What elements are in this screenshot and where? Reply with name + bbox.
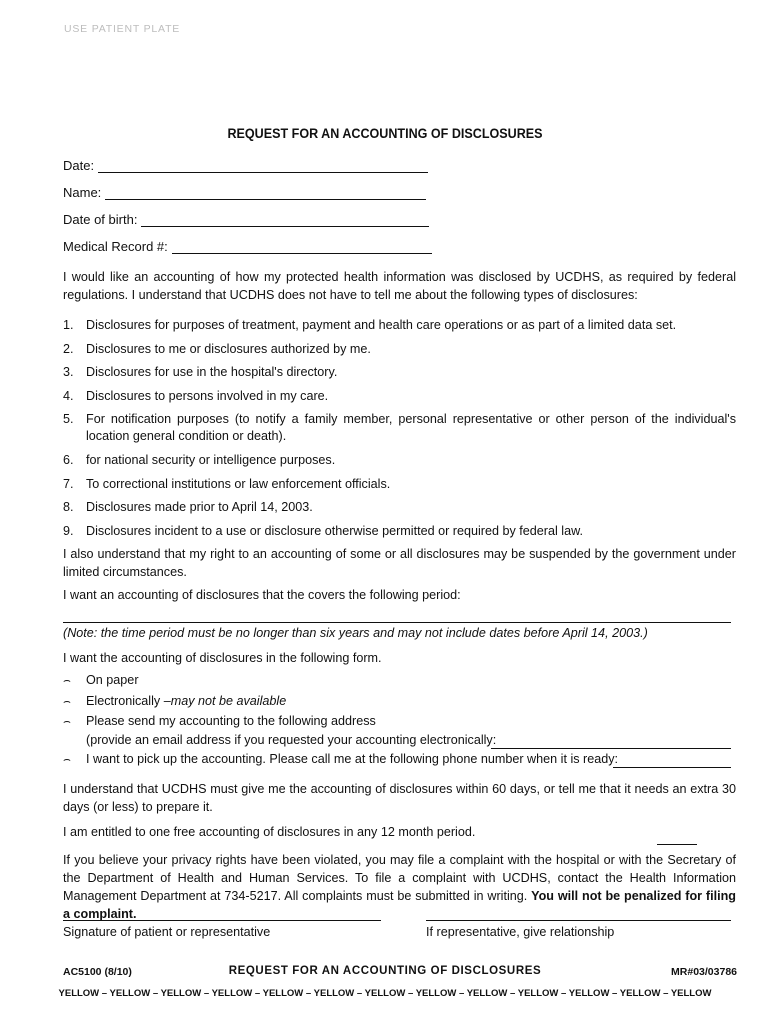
- option-paper[interactable]: [63, 672, 139, 689]
- complaint-paragraph: [63, 851, 736, 923]
- option-pickup[interactable]: [63, 751, 618, 768]
- dob-line[interactable]: [141, 213, 429, 227]
- name-line[interactable]: [105, 186, 426, 200]
- option-label: Please send my accounting to the following address: [86, 714, 376, 728]
- list-number: 8.: [63, 500, 74, 514]
- list-number: 9.: [63, 524, 74, 538]
- form-number: AC5100 (8/10): [63, 966, 132, 978]
- checkbox-icon[interactable]: ⌢: [63, 752, 71, 766]
- checkbox-icon[interactable]: ⌢: [63, 694, 71, 708]
- mrn-field[interactable]: [63, 239, 432, 254]
- list-text: Disclosures to persons involved in my care.: [86, 389, 329, 403]
- option-note: may not be available: [170, 694, 287, 708]
- date-field[interactable]: [63, 158, 428, 173]
- date-line[interactable]: [98, 159, 428, 173]
- list-text: Disclosures for use in the hospital's directory.: [86, 365, 338, 379]
- list-number: 4.: [63, 389, 74, 403]
- option-address[interactable]: [63, 713, 376, 730]
- form-intro: I want the accounting of disclosures in the following form.: [63, 651, 382, 665]
- list-text: Disclosures made prior to April 14, 2003.: [86, 500, 313, 514]
- name-label: Name:: [63, 185, 102, 200]
- form-title: REQUEST FOR AN ACCOUNTING OF DISCLOSURES: [227, 126, 543, 141]
- complaint-text: If you believe your privacy rights have been violated, you may file a complaint with the hospital or with the Secretary of the Department of Health and Human Services. To file a complaint with UCDHS, contact the Health Information Management Department at 734-5217. All complaints must be submitted in writing.: [63, 853, 736, 903]
- patient-plate-label: USE PATIENT PLATE: [64, 23, 181, 35]
- list-item: [63, 364, 736, 381]
- list-number: 3.: [63, 365, 74, 379]
- list-text: for national security or intelligence purposes.: [86, 453, 336, 467]
- mr-number: MR#03/03786: [671, 966, 737, 978]
- list-text: Disclosures incident to a use or disclosure otherwise permitted or required by federal law.: [86, 524, 583, 538]
- option-electronic[interactable]: [63, 693, 286, 710]
- option-label: Electronically –: [86, 694, 171, 708]
- checkbox-icon[interactable]: ⌢: [63, 714, 71, 728]
- patient-signature-label: Signature of patient or representative: [63, 925, 271, 939]
- list-item: [63, 341, 736, 358]
- address-note: (provide an email address if you requested your accounting electronically:: [86, 733, 497, 747]
- initials-line[interactable]: [657, 844, 697, 845]
- list-text: Disclosures for purposes of treatment, payment and health care operations or as part of a limited data set.: [86, 318, 677, 332]
- name-field[interactable]: [63, 185, 426, 200]
- mrn-line[interactable]: [172, 240, 432, 254]
- intro-paragraph: I would like an accounting of how my protected health information was disclosed by UCDHS, as required by federal regulations. I understand that UCDHS does not have to tell me about the following types of disclosures:: [63, 270, 736, 302]
- relationship-label: If representative, give relationship: [426, 925, 615, 939]
- list-text: To correctional institutions or law enforcement officials.: [86, 477, 391, 491]
- list-item: [63, 452, 736, 469]
- period-note: (Note: the time period must be no longer than six years and may not include dates before April 14, 2003.): [63, 626, 648, 640]
- period-line[interactable]: [63, 622, 731, 623]
- list-item: [63, 388, 736, 405]
- list-number: 6.: [63, 453, 74, 467]
- period-paragraph: I want an accounting of disclosures that the covers the following period:: [63, 588, 461, 602]
- list-number: 5.: [63, 412, 74, 426]
- list-item: [63, 476, 736, 493]
- list-item: [63, 317, 736, 334]
- option-label: I want to pick up the accounting. Please call me at the following phone number when it is ready:: [86, 752, 619, 766]
- list-item: [63, 523, 736, 540]
- list-item: [63, 411, 736, 445]
- list-text: Disclosures to me or disclosures authorized by me.: [86, 342, 371, 356]
- dob-label: Date of birth:: [63, 212, 138, 227]
- copy-colors: YELLOW – YELLOW – YELLOW – YELLOW – YELLOW – YELLOW – YELLOW – YELLOW – YELLOW – YELLOW – YELLOW – YELLOW – YELLOW: [58, 988, 712, 999]
- phone-line[interactable]: [613, 767, 731, 768]
- patient-signature-line[interactable]: [63, 920, 381, 921]
- option-label: On paper: [86, 673, 139, 687]
- complaint-bold: You will not be penalized for filing a complaint.: [63, 889, 736, 921]
- mrn-label: Medical Record #:: [63, 239, 168, 254]
- email-line[interactable]: [491, 748, 731, 749]
- days-paragraph: I understand that UCDHS must give me the accounting of disclosures within 60 days, or tell me that it needs an extra 30 days (or less) to prepare it.: [63, 782, 736, 814]
- list-item: [63, 499, 736, 516]
- list-number: 7.: [63, 477, 74, 491]
- list-text: For notification purposes (to notify a family member, personal representative or other person of the individual's location general condition or death).: [86, 412, 736, 443]
- date-label: Date:: [63, 158, 95, 173]
- footer-title: REQUEST FOR AN ACCOUNTING OF DISCLOSURES: [228, 965, 542, 977]
- list-number: 2.: [63, 342, 74, 356]
- free-paragraph: I am entitled to one free accounting of disclosures in any 12 month period.: [63, 825, 476, 839]
- suspend-paragraph: I also understand that my right to an accounting of some or all disclosures may be suspended by the government under limited circumstances.: [63, 547, 736, 579]
- address-note-row: [86, 732, 496, 749]
- checkbox-icon[interactable]: ⌢: [63, 673, 71, 687]
- dob-field[interactable]: [63, 212, 429, 227]
- list-number: 1.: [63, 318, 74, 332]
- relationship-line[interactable]: [426, 920, 731, 921]
